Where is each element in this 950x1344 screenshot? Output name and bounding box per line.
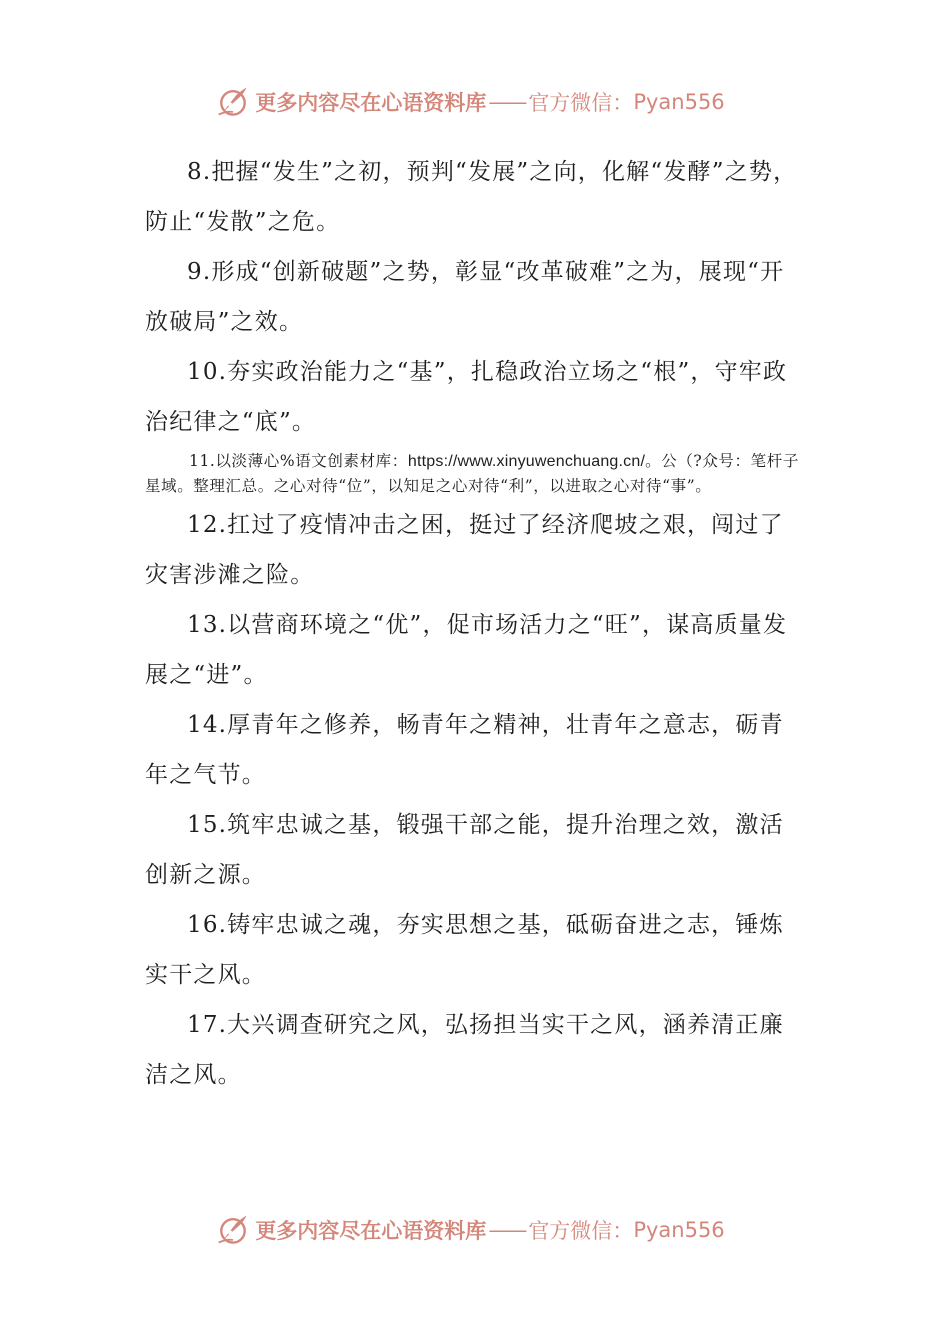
- list-item-9: 9.形成“创新破题”之势，彰显“改革破难”之为，展现“开放破局”之效。: [145, 259, 785, 335]
- list-item-11-url: https://www.xinyuwenchuang.cn/: [407, 453, 646, 470]
- document-body: [145, 147, 805, 1100]
- list-item-16: 16.铸牢忠诚之魂，夯实思想之基，砥砺奋进之志，锤炼实干之风。: [145, 912, 784, 988]
- header-banner-text: 更多内容尽在心语资料库: [255, 90, 487, 115]
- pen-nib-circle-icon: [215, 84, 251, 120]
- list-item-11: [145, 449, 805, 499]
- list-item-13: 13.以营商环境之“优”，促市场活力之“旺”，谋高质量发展之“进”。: [145, 612, 788, 688]
- list-item-8: 8.把握“发生”之初，预判“发展”之向，化解“发酵”之势，防止“发散”之危。: [145, 159, 798, 235]
- list-item-11-suffix: 。公（?众号：笔杆子星域。整理汇总。之心对待“位”，以知足之心对待“利”，以进取之心对待“事”。: [145, 452, 799, 495]
- footer-banner: [0, 1206, 950, 1254]
- footer-wechat-label: 官方微信：: [528, 1219, 634, 1243]
- pen-nib-circle-icon: [215, 1212, 251, 1248]
- list-item-12: 12.扛过了疫情冲击之困，挺过了经济爬坡之艰，闯过了灾害涉滩之险。: [145, 512, 784, 588]
- header-wechat-label: 官方微信：: [528, 91, 634, 115]
- header-separator: ——: [488, 90, 525, 114]
- list-item-14: 14.厚青年之修养，畅青年之精神，壮青年之意志，砺青年之气节。: [145, 712, 784, 788]
- list-item-10: 10.夯实政治能力之“基”，扎稳政治立场之“根”，守牢政治纪律之“底”。: [145, 359, 788, 435]
- footer-wechat-id: Pyan556: [633, 1218, 725, 1242]
- list-item-11-prefix: 11.以淡薄心%语文创素材库：: [189, 452, 408, 470]
- header-wechat-id: Pyan556: [633, 90, 725, 114]
- header-banner: [0, 78, 950, 126]
- list-item-15: 15.筑牢忠诚之基，锻强干部之能，提升治理之效，激活创新之源。: [145, 812, 784, 888]
- footer-banner-text: 更多内容尽在心语资料库: [255, 1218, 487, 1243]
- list-item-17: 17.大兴调查研究之风，弘扬担当实干之风，涵养清正廉洁之风。: [145, 1012, 784, 1088]
- footer-separator: ——: [488, 1218, 525, 1242]
